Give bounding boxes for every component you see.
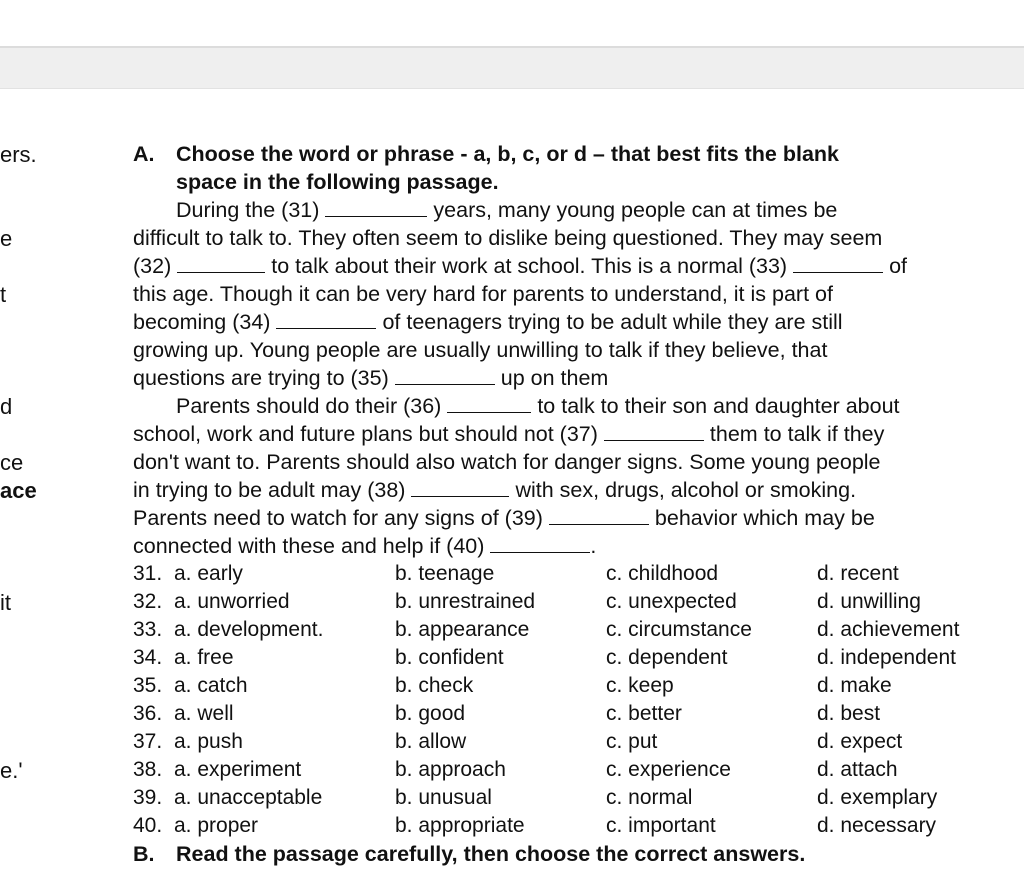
option-c: c. better [606,702,682,725]
answer-blank-36 [447,394,531,413]
passage-line: this age. Though it can be very hard for parents to understand, it is part of [133,282,833,306]
section-b-title: Read the passage carefully, then choose the correct answers. [176,842,806,866]
section-b-heading [133,840,805,868]
section-a-heading [133,140,839,168]
left-fragment: t [0,282,7,307]
passage-line: don't want to. Parents should also watch for danger signs. Some young people [133,450,881,474]
section-a-title-line1: Choose the word or phrase - a, b, c, or d – that best fits the blank [176,142,840,166]
passage-line: in trying to be adult may (38) with sex, drugs, alcohol or smoking. [133,478,857,502]
option-b: b. confident [395,646,504,669]
option-b: b. teenage [395,562,495,585]
section-a-label: A. [133,142,155,166]
option-d: d. necessary [817,814,937,837]
answer-blank-31 [325,198,427,217]
option-d: d. make [817,674,892,697]
option-d: d. unwilling [817,590,921,613]
left-fragment: ce [0,450,24,475]
option-b: b. appearance [395,618,530,641]
left-fragment: it [0,590,11,615]
question-number: 35. [133,674,163,697]
question-number: 31. [133,562,163,585]
option-b: b. appropriate [395,814,525,837]
option-a: a. early [174,562,243,585]
option-d: d. exemplary [817,786,938,809]
section-b-label: B. [133,842,155,866]
option-d: d. best [817,702,881,725]
question-number: 36. [133,702,163,725]
question-number: 40. [133,814,163,837]
option-b: b. allow [395,730,467,753]
option-d: d. attach [817,758,898,781]
option-c: c. dependent [606,646,728,669]
answer-blank-33 [793,254,883,273]
option-d: d. achievement [817,618,960,641]
option-a: a. push [174,730,243,753]
option-c: c. put [606,730,658,753]
passage-line: growing up. Young people are usually unwilling to talk if they believe, that [133,338,828,362]
option-d: d. recent [817,562,899,585]
question-number: 33. [133,618,163,641]
left-fragment: ers. [0,142,37,167]
option-a: a. unworried [174,590,290,613]
answer-blank-37 [604,422,704,441]
option-a: a. free [174,646,234,669]
option-b: b. check [395,674,474,697]
answer-blank-40 [490,534,590,553]
left-fragment: ace [0,478,37,503]
option-b: b. good [395,702,466,725]
question-number: 34. [133,646,163,669]
option-a: a. unacceptable [174,786,323,809]
question-number: 32. [133,590,163,613]
passage-line: difficult to talk to. They often seem to dislike being questioned. They may seem [133,226,883,250]
option-a: a. experiment [174,758,302,781]
left-fragment: d [0,394,13,419]
passage-line: (32) to talk about their work at school. This is a normal (33) of [133,254,908,278]
option-c: c. childhood [606,562,719,585]
option-b: b. approach [395,758,506,781]
passage-line: Parents need to watch for any signs of (39) behavior which may be [133,506,875,530]
answer-blank-34 [276,310,376,329]
left-fragment: e [0,226,13,251]
question-number: 39. [133,786,163,809]
passage-line: Parents should do their (36) to talk to their son and daughter about [176,394,900,418]
answer-blank-32 [177,254,265,273]
option-d: d. independent [817,646,956,669]
option-c: c. experience [606,758,731,781]
option-c: c. normal [606,786,693,809]
option-c: c. important [606,814,716,837]
passage-line: During the (31) years, many young people can at times be [176,198,838,222]
left-fragment: e.' [0,758,23,783]
option-b: b. unrestrained [395,590,536,613]
answer-blank-38 [411,478,509,497]
option-c: c. circumstance [606,618,752,641]
question-number: 38. [133,758,163,781]
answer-blank-35 [395,366,495,385]
viewer-toolbar-bar [0,46,1024,89]
option-d: d. expect [817,730,903,753]
passage-line: questions are trying to (35) up on them [133,366,609,390]
question-number: 37. [133,730,163,753]
option-a: a. proper [174,814,259,837]
option-a: a. well [174,702,234,725]
section-a-title-line2: space in the following passage. [176,170,499,194]
option-b: b. unusual [395,786,492,809]
option-a: a. catch [174,674,248,697]
answer-blank-39 [549,506,649,525]
option-c: c. unexpected [606,590,737,613]
passage-line: connected with these and help if (40) . [133,534,597,558]
passage-line: becoming (34) of teenagers trying to be adult while they are still [133,310,843,334]
passage-line: school, work and future plans but should not (37) them to talk if they [133,422,885,446]
top-white-strip [0,0,1024,46]
option-a: a. development. [174,618,324,641]
option-c: c. keep [606,674,674,697]
